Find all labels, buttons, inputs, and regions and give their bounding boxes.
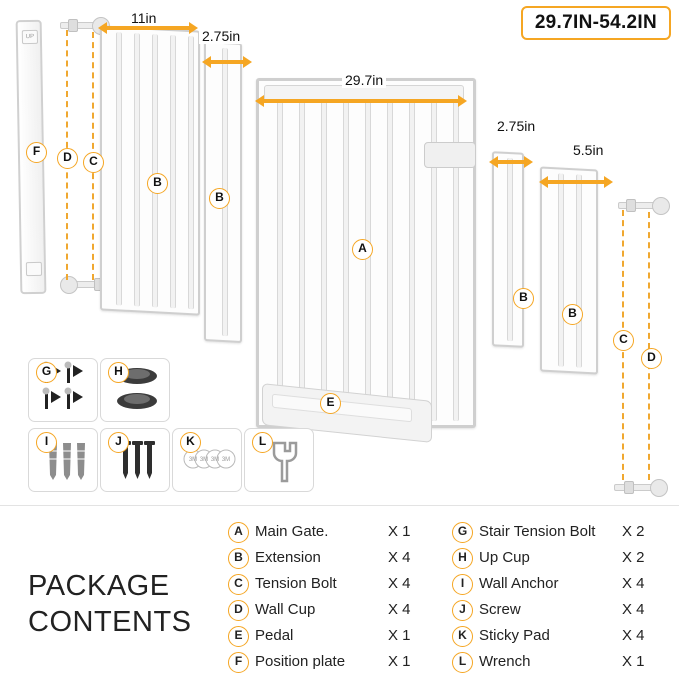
accessory-label-j: J [108, 432, 129, 453]
callout-e: E [320, 393, 341, 414]
accessory-label-h: H [108, 362, 129, 383]
extension-panel-4 [540, 166, 598, 374]
item-letter: C [228, 574, 249, 595]
item-name: Position plate [255, 652, 346, 670]
item-qty: X 4 [388, 574, 411, 592]
item-qty: X 2 [622, 548, 645, 566]
item-qty: X 2 [622, 522, 645, 540]
callout-d-left: D [57, 148, 78, 169]
contents-column-2 [452, 518, 662, 674]
dim-arrow-275-left [209, 56, 245, 66]
plate-up-mark: UP [22, 30, 38, 44]
item-qty: X 4 [622, 600, 645, 618]
svg-text:3M: 3M [221, 457, 231, 463]
item-letter: L [452, 652, 473, 673]
item-name: Wall Anchor [479, 574, 559, 592]
list-item [452, 544, 662, 570]
item-name: Stair Tension Bolt [479, 522, 596, 540]
item-letter: D [228, 600, 249, 621]
package-title-line2: CONTENTS [28, 606, 192, 638]
item-letter: H [452, 548, 473, 569]
item-name: Tension Bolt [255, 574, 337, 592]
item-name: Up Cup [479, 548, 530, 566]
item-qty: X 1 [622, 652, 645, 670]
item-name: Wrench [479, 652, 531, 670]
package-title-line1: PACKAGE [28, 570, 170, 602]
package-title [28, 568, 192, 640]
item-qty: X 1 [388, 522, 411, 540]
item-letter: B [228, 548, 249, 569]
callout-a: A [352, 239, 373, 260]
list-item [452, 518, 662, 544]
item-qty: X 4 [622, 626, 645, 644]
list-item [228, 648, 428, 674]
item-name: Wall Cup [255, 600, 316, 618]
item-name: Screw [479, 600, 521, 618]
callout-b-3: B [513, 288, 534, 309]
accessory-label-g: G [36, 362, 57, 383]
svg-text:3M: 3M [210, 457, 220, 463]
list-item [228, 544, 428, 570]
plate-bottom-mark [26, 262, 42, 276]
item-name: Sticky Pad [479, 626, 550, 644]
size-range-badge: 29.7IN-54.2IN [521, 6, 671, 40]
item-letter: J [452, 600, 473, 621]
list-item [452, 596, 662, 622]
item-letter: E [228, 626, 249, 647]
list-item [228, 596, 428, 622]
dim-arrow-297 [262, 95, 460, 105]
list-item [452, 570, 662, 596]
list-item [452, 648, 662, 674]
item-name: Main Gate. [255, 522, 329, 540]
tension-bolt-right-top [612, 196, 672, 214]
dim-label-275-left: 2.75in [199, 28, 243, 44]
item-qty: X 1 [388, 626, 411, 644]
item-letter: I [452, 574, 473, 595]
callout-b-2: B [209, 188, 230, 209]
list-item [228, 570, 428, 596]
guide-line-d-right [648, 212, 650, 480]
package-contents-section [0, 505, 679, 680]
item-qty: X 4 [388, 548, 411, 566]
extension-panel-1 [100, 25, 200, 315]
extension-panel-3 [492, 151, 524, 348]
callout-c-left: C [83, 152, 104, 173]
tension-bolt-right-bottom [608, 478, 668, 496]
list-item [228, 622, 428, 648]
accessory-label-k: K [180, 432, 201, 453]
svg-text:3M: 3M [199, 457, 209, 463]
dim-arrow-55 [546, 176, 606, 186]
item-letter: G [452, 522, 473, 543]
callout-d-right: D [641, 348, 662, 369]
item-name: Extension [255, 548, 321, 566]
item-qty: X 4 [622, 574, 645, 592]
item-name: Pedal [255, 626, 294, 644]
item-letter: F [228, 652, 249, 673]
dim-label-11in: 11in [128, 10, 159, 26]
accessory-label-i: I [36, 432, 57, 453]
item-qty: X 4 [388, 600, 411, 618]
svg-text:3M: 3M [188, 457, 198, 463]
dim-label-275-right: 2.75in [494, 118, 538, 134]
list-item [452, 622, 662, 648]
callout-f: F [26, 142, 47, 163]
gate-latch[interactable] [424, 142, 476, 168]
dim-label-55: 5.5in [570, 142, 606, 158]
callout-b-1: B [147, 173, 168, 194]
dim-label-297: 29.7in [342, 72, 386, 88]
callout-c-right: C [613, 330, 634, 351]
item-letter: K [452, 626, 473, 647]
list-item [228, 518, 428, 544]
dim-arrow-275-right [496, 156, 526, 166]
callout-b-4: B [562, 304, 583, 325]
accessory-label-l: L [252, 432, 273, 453]
item-letter: A [228, 522, 249, 543]
item-qty: X 1 [388, 652, 411, 670]
contents-column-1 [228, 518, 428, 674]
